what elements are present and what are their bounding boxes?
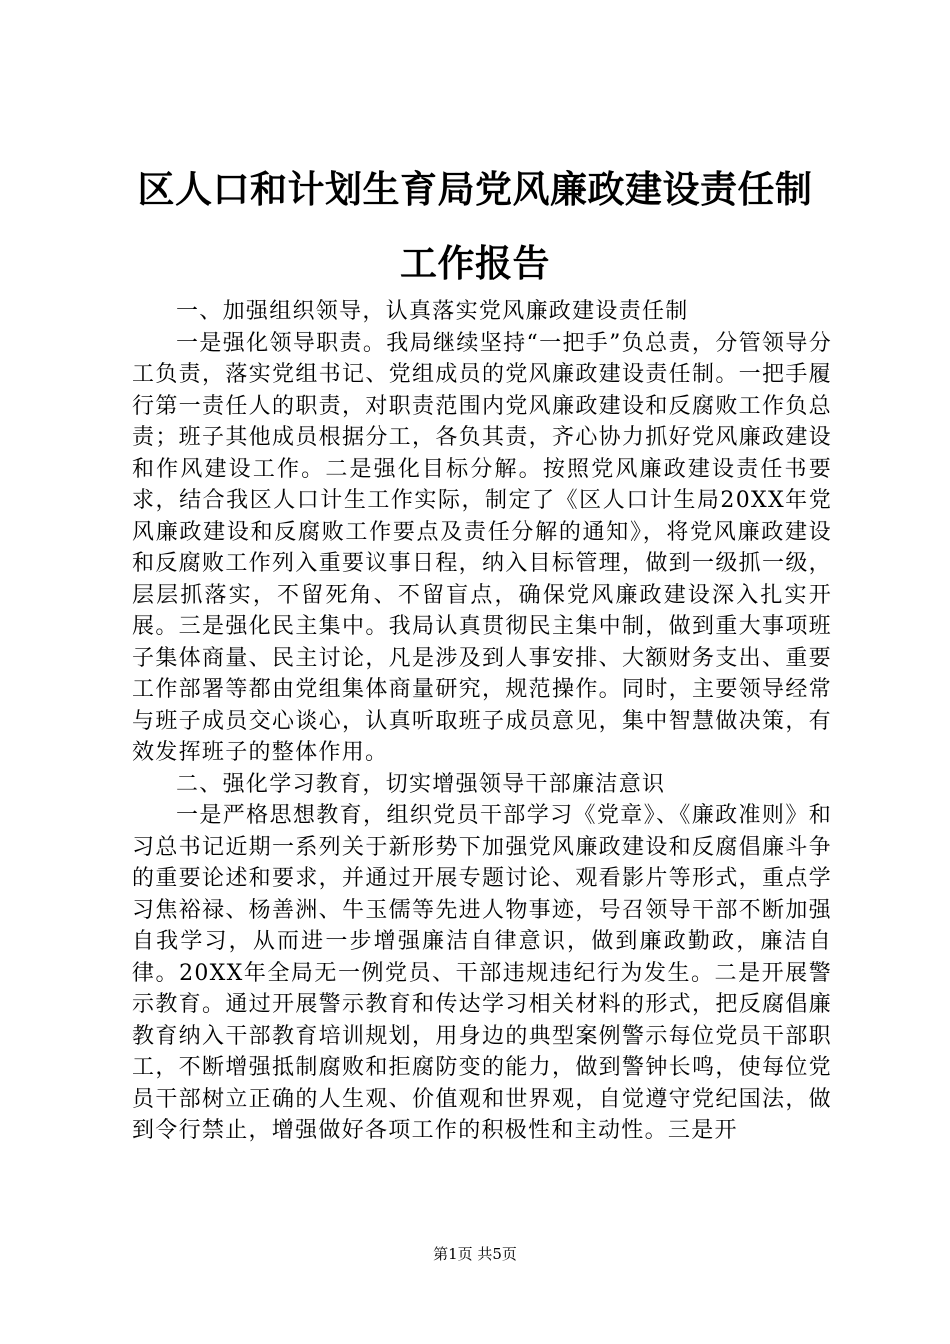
paragraph-2: 一是严格思想教育，组织党员干部学习《党章》、《廉政准则》和习总书记近期一系列关于新形势下加强党风廉政建设和反腐倡廉斗争的重要论述和要求，并通过开展专题讨论、观看影片等形式，重点学习焦裕禄、杨善洲、牛玉儒等先进人物事迹，号召领导干部不断加强自我学习，从而进一步增强廉洁自律意识，做到廉政勤政，廉洁自律。20XX年全局无一例党员、干部违规违纪行为发生。二是开展警示教育。通过开展警示教育和传达学习相关材料的形式，把反腐倡廉教育纳入干部教育培训规划，用身边的典型案例警示每位党员干部职工，不断增强抵制腐败和拒腐防变的能力，做到警钟长鸣，使每位党员干部树立正确的人生观、价值观和世界观，自觉遵守党纪国法，做到令行禁止，增强做好各项工作的积极性和主动性。三是开 [132, 803, 832, 1143]
page-footer: 第1页 共5页 [433, 1245, 517, 1263]
paragraph-1: 一是强化领导职责。我局继续坚持“一把手”负总责，分管领导分工负责，落实党组书记、党组成员的党风廉政建设责任制。一把手履行第一责任人的职责，对职责范围内党风廉政建设和反腐败工作负总责；班子其他成员根据分工，各负其责，齐心协力抓好党风廉政建设和作风建设工作。二是强化目标分解。按照党风廉政建设责任书要求，结合我区人口计生工作实际，制定了《区人口计生局20XX年党风廉政建设和反腐败工作要点及责任分解的通知》，将党风廉政建设和反腐败工作列入重要议事日程，纳入目标管理，做到一级抓一级，层层抓落实，不留死角、不留盲点，确保党风廉政建设深入扎实开展。三是强化民主集中。我局认真贯彻民主集中制，做到重大事项班子集体商量、民主讨论，凡是涉及到人事安排、大额财务支出、重要工作部署等都由党组集体商量研究，规范操作。同时，主要领导经常与班子成员交心谈心，认真听取班子成员意见，集中智慧做决策，有效发挥班子的整体作用。 [132, 330, 832, 765]
section-heading-1: 一、加强组织领导，认真落实党风廉政建设责任制 [176, 299, 689, 324]
document-body [132, 296, 832, 1147]
section-heading-2: 二、强化学习教育，切实增强领导干部廉洁意识 [176, 771, 666, 797]
document-title: 区人口和计划生育局党风廉政建设责任制工作报告 [137, 167, 813, 285]
